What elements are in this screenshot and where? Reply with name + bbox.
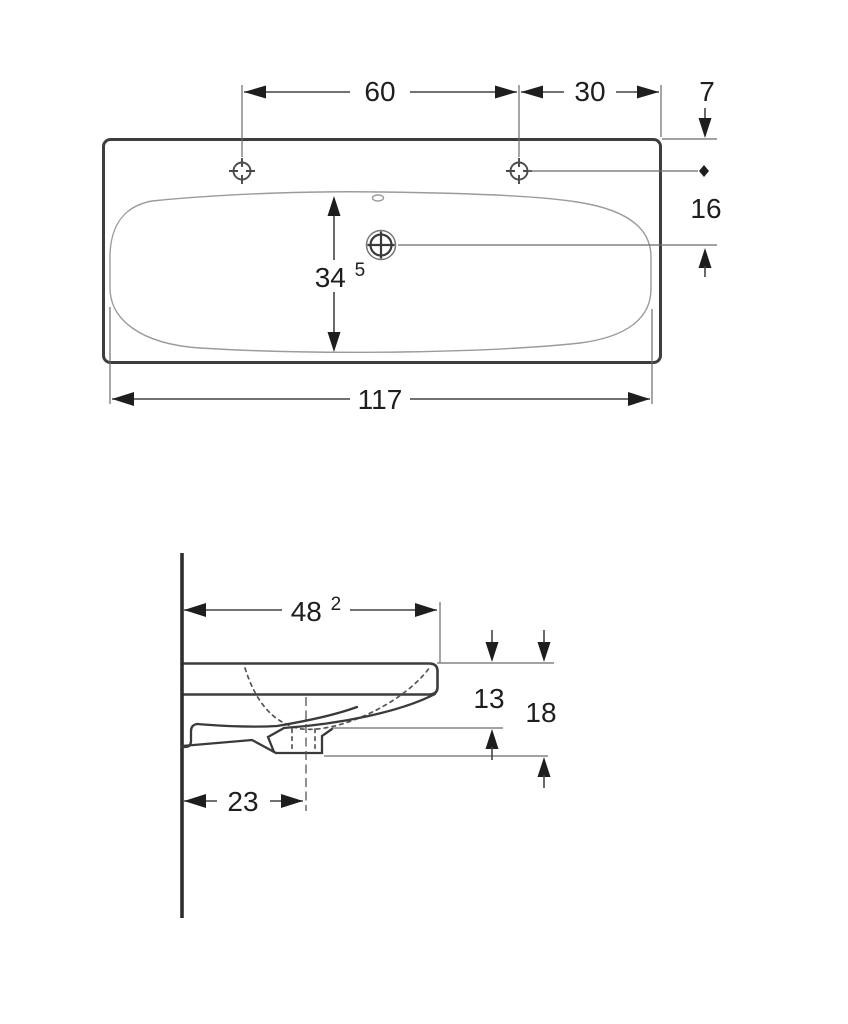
dim-label-30: 30 (574, 76, 606, 107)
dimension-overall-width (112, 384, 650, 415)
dim-label-7: 7 (699, 76, 715, 107)
dim-label-16: 16 (690, 193, 722, 224)
dim-label-60: 60 (364, 76, 396, 107)
dimension-top-to-outlet (473, 630, 504, 760)
hidden-drain-lines (292, 729, 315, 750)
dimension-overall-depth (184, 594, 437, 627)
dimension-hole-spacing (244, 76, 517, 107)
dim-label-117: 117 (357, 384, 403, 415)
dim-label-48-2: 48 $^2$ (290, 594, 342, 627)
hole-axis-marker (699, 165, 709, 177)
dim-label-34-5: 34 $^5$ (314, 260, 366, 293)
rear-lip-left (182, 724, 197, 747)
outlet-trap (268, 728, 332, 753)
dim-label-23: 23 (227, 786, 259, 817)
dim-label-13: 13 (473, 683, 505, 714)
dimension-hole-to-edge (521, 76, 659, 107)
dimension-top-to-trap-bottom (525, 630, 556, 788)
dimension-holes-to-drain (690, 193, 721, 277)
dimension-wall-to-drain (184, 786, 303, 817)
rear-lip-bottom (182, 740, 276, 753)
basin-slab-section (182, 664, 438, 695)
top-view (104, 76, 722, 415)
drain-outlet (367, 231, 396, 260)
side-view (182, 553, 557, 918)
dimension-edge-to-holes (699, 76, 715, 138)
dim-label-18: 18 (525, 697, 557, 728)
